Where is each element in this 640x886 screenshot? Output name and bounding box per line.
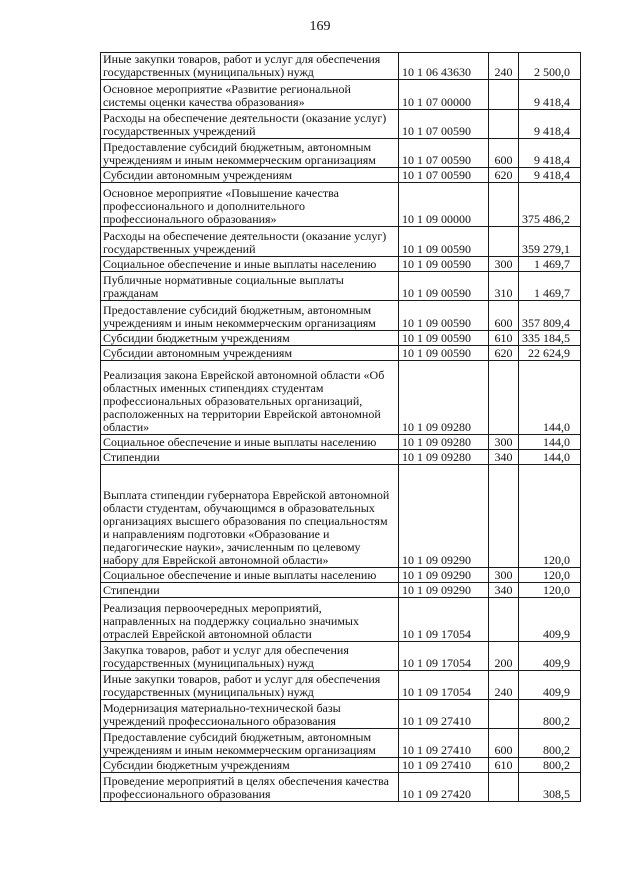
row-vr-cell: 240 [489,671,519,700]
row-sum-cell: 120,0 [519,568,581,583]
table-row [101,227,581,257]
table-row [101,53,581,80]
row-sum-cell: 9 418,4 [519,80,581,110]
table-row [101,465,581,568]
table-row [101,450,581,465]
table-row [101,568,581,583]
row-sum-cell: 409,9 [519,671,581,700]
table-row [101,168,581,183]
row-code-cell: 10 1 09 00590 [399,346,489,361]
row-name-cell: Субсидии бюджетным учреждениям [101,331,399,346]
row-vr-cell [489,700,519,729]
row-code-cell: 10 1 09 00590 [399,331,489,346]
row-name-cell: Стипендии [101,583,399,598]
budget-table-body [101,53,581,802]
row-sum-cell: 9 418,4 [519,139,581,168]
row-code-cell: 10 1 09 09280 [399,361,489,435]
row-name-cell: Реализация первоочередных мероприятий, направленных на поддержку социально значимых отраслей Еврейской автономной области [101,598,399,642]
row-name-cell: Иные закупки товаров, работ и услуг для обеспечения государственных (муниципальных) нужд [101,671,399,700]
table-row [101,642,581,671]
row-sum-cell: 1 469,7 [519,272,581,301]
row-name-cell: Расходы на обеспечение деятельности (оказание услуг) государственных учреждений [101,227,399,257]
table-row [101,257,581,272]
row-code-cell: 10 1 09 00590 [399,272,489,301]
row-sum-cell: 2 500,0 [519,53,581,80]
row-sum-cell: 22 624,9 [519,346,581,361]
row-code-cell: 10 1 09 27410 [399,700,489,729]
budget-table [100,52,581,802]
row-name-cell: Проведение мероприятий в целях обеспечения качества профессионального образования [101,773,399,802]
row-sum-cell: 120,0 [519,465,581,568]
row-vr-cell [489,773,519,802]
row-vr-cell: 300 [489,568,519,583]
row-name-cell: Иные закупки товаров, работ и услуг для обеспечения государственных (муниципальных) нужд [101,53,399,80]
row-sum-cell: 144,0 [519,361,581,435]
table-row [101,435,581,450]
page-number: 169 [309,19,331,34]
row-sum-cell: 359 279,1 [519,227,581,257]
row-name-cell: Социальное обеспечение и иные выплаты населению [101,435,399,450]
row-sum-cell: 9 418,4 [519,110,581,139]
row-vr-cell [489,465,519,568]
row-vr-cell: 200 [489,642,519,671]
row-vr-cell: 240 [489,53,519,80]
row-sum-cell: 409,9 [519,598,581,642]
row-code-cell: 10 1 09 17054 [399,598,489,642]
row-sum-cell: 375 486,2 [519,183,581,227]
row-vr-cell [489,361,519,435]
row-code-cell: 10 1 07 00590 [399,168,489,183]
table-row [101,110,581,139]
row-code-cell: 10 1 07 00590 [399,139,489,168]
row-vr-cell [489,227,519,257]
row-name-cell: Социальное обеспечение и иные выплаты населению [101,257,399,272]
row-vr-cell [489,183,519,227]
row-code-cell: 10 1 09 27420 [399,773,489,802]
table-row [101,583,581,598]
table-row [101,758,581,773]
table-row [101,183,581,227]
row-sum-cell: 308,5 [519,773,581,802]
row-code-cell: 10 1 07 00000 [399,80,489,110]
row-name-cell: Социальное обеспечение и иные выплаты населению [101,568,399,583]
row-name-cell: Предоставление субсидий бюджетным, автономным учреждениям и иным некоммерческим организациям [101,301,399,331]
row-vr-cell: 310 [489,272,519,301]
row-name-cell: Выплата стипендии губернатора Еврейской автономной области студентам, обучающимся в образовательных организациях высшего образования по специальностям и направлениям подготовки «Образование и педагогические науки», зачисленным по целевому набору для Еврейской автономной области» [101,465,399,568]
row-code-cell: 10 1 09 00590 [399,257,489,272]
row-vr-cell: 340 [489,583,519,598]
row-sum-cell: 1 469,7 [519,257,581,272]
table-row [101,598,581,642]
table-row [101,361,581,435]
row-vr-cell: 620 [489,168,519,183]
table-row [101,139,581,168]
row-vr-cell: 300 [489,435,519,450]
table-row [101,346,581,361]
row-code-cell: 10 1 09 09290 [399,583,489,598]
row-sum-cell: 800,2 [519,729,581,758]
row-sum-cell: 800,2 [519,758,581,773]
row-vr-cell: 610 [489,758,519,773]
table-row [101,331,581,346]
row-code-cell: 10 1 09 27410 [399,758,489,773]
row-name-cell: Публичные нормативные социальные выплаты гражданам [101,272,399,301]
table-row [101,729,581,758]
table-row [101,272,581,301]
row-name-cell: Закупка товаров, работ и услуг для обеспечения государственных (муниципальных) нужд [101,642,399,671]
row-sum-cell: 144,0 [519,450,581,465]
row-vr-cell: 600 [489,729,519,758]
row-code-cell: 10 1 09 17054 [399,642,489,671]
row-name-cell: Предоставление субсидий бюджетным, автономным учреждениям и иным некоммерческим организациям [101,139,399,168]
row-name-cell: Модернизация материально-технической базы учреждений профессионального образования [101,700,399,729]
table-row [101,80,581,110]
row-name-cell: Основное мероприятие «Повышение качества профессионального и дополнительного профессионального образования» [101,183,399,227]
row-name-cell: Реализация закона Еврейской автономной области «Об областных именных стипендиях студентам профессиональных образовательных организаций, расположенных на территории Еврейской автономной области» [101,361,399,435]
table-row [101,700,581,729]
row-name-cell: Субсидии автономным учреждениям [101,346,399,361]
row-vr-cell: 610 [489,331,519,346]
row-sum-cell: 335 184,5 [519,331,581,346]
row-vr-cell [489,598,519,642]
row-vr-cell: 620 [489,346,519,361]
row-sum-cell: 144,0 [519,435,581,450]
table-row [101,671,581,700]
row-name-cell: Субсидии бюджетным учреждениям [101,758,399,773]
table-row [101,773,581,802]
row-name-cell: Субсидии автономным учреждениям [101,168,399,183]
row-vr-cell: 600 [489,301,519,331]
row-name-cell: Расходы на обеспечение деятельности (оказание услуг) государственных учреждений [101,110,399,139]
row-sum-cell: 9 418,4 [519,168,581,183]
row-code-cell: 10 1 09 27410 [399,729,489,758]
row-vr-cell: 340 [489,450,519,465]
row-vr-cell [489,80,519,110]
row-name-cell: Предоставление субсидий бюджетным, автономным учреждениям и иным некоммерческим организациям [101,729,399,758]
row-vr-cell [489,110,519,139]
table-row [101,301,581,331]
row-vr-cell: 300 [489,257,519,272]
row-name-cell: Стипендии [101,450,399,465]
row-code-cell: 10 1 09 00590 [399,227,489,257]
row-code-cell: 10 1 09 00000 [399,183,489,227]
row-name-cell: Основное мероприятие «Развитие региональной системы оценки качества образования» [101,80,399,110]
row-code-cell: 10 1 06 43630 [399,53,489,80]
row-code-cell: 10 1 09 00590 [399,301,489,331]
row-code-cell: 10 1 09 09280 [399,450,489,465]
row-sum-cell: 357 809,4 [519,301,581,331]
row-code-cell: 10 1 07 00590 [399,110,489,139]
row-sum-cell: 120,0 [519,583,581,598]
row-code-cell: 10 1 09 09290 [399,465,489,568]
row-vr-cell: 600 [489,139,519,168]
row-code-cell: 10 1 09 09280 [399,435,489,450]
row-sum-cell: 800,2 [519,700,581,729]
row-sum-cell: 409,9 [519,642,581,671]
row-code-cell: 10 1 09 17054 [399,671,489,700]
row-code-cell: 10 1 09 09290 [399,568,489,583]
